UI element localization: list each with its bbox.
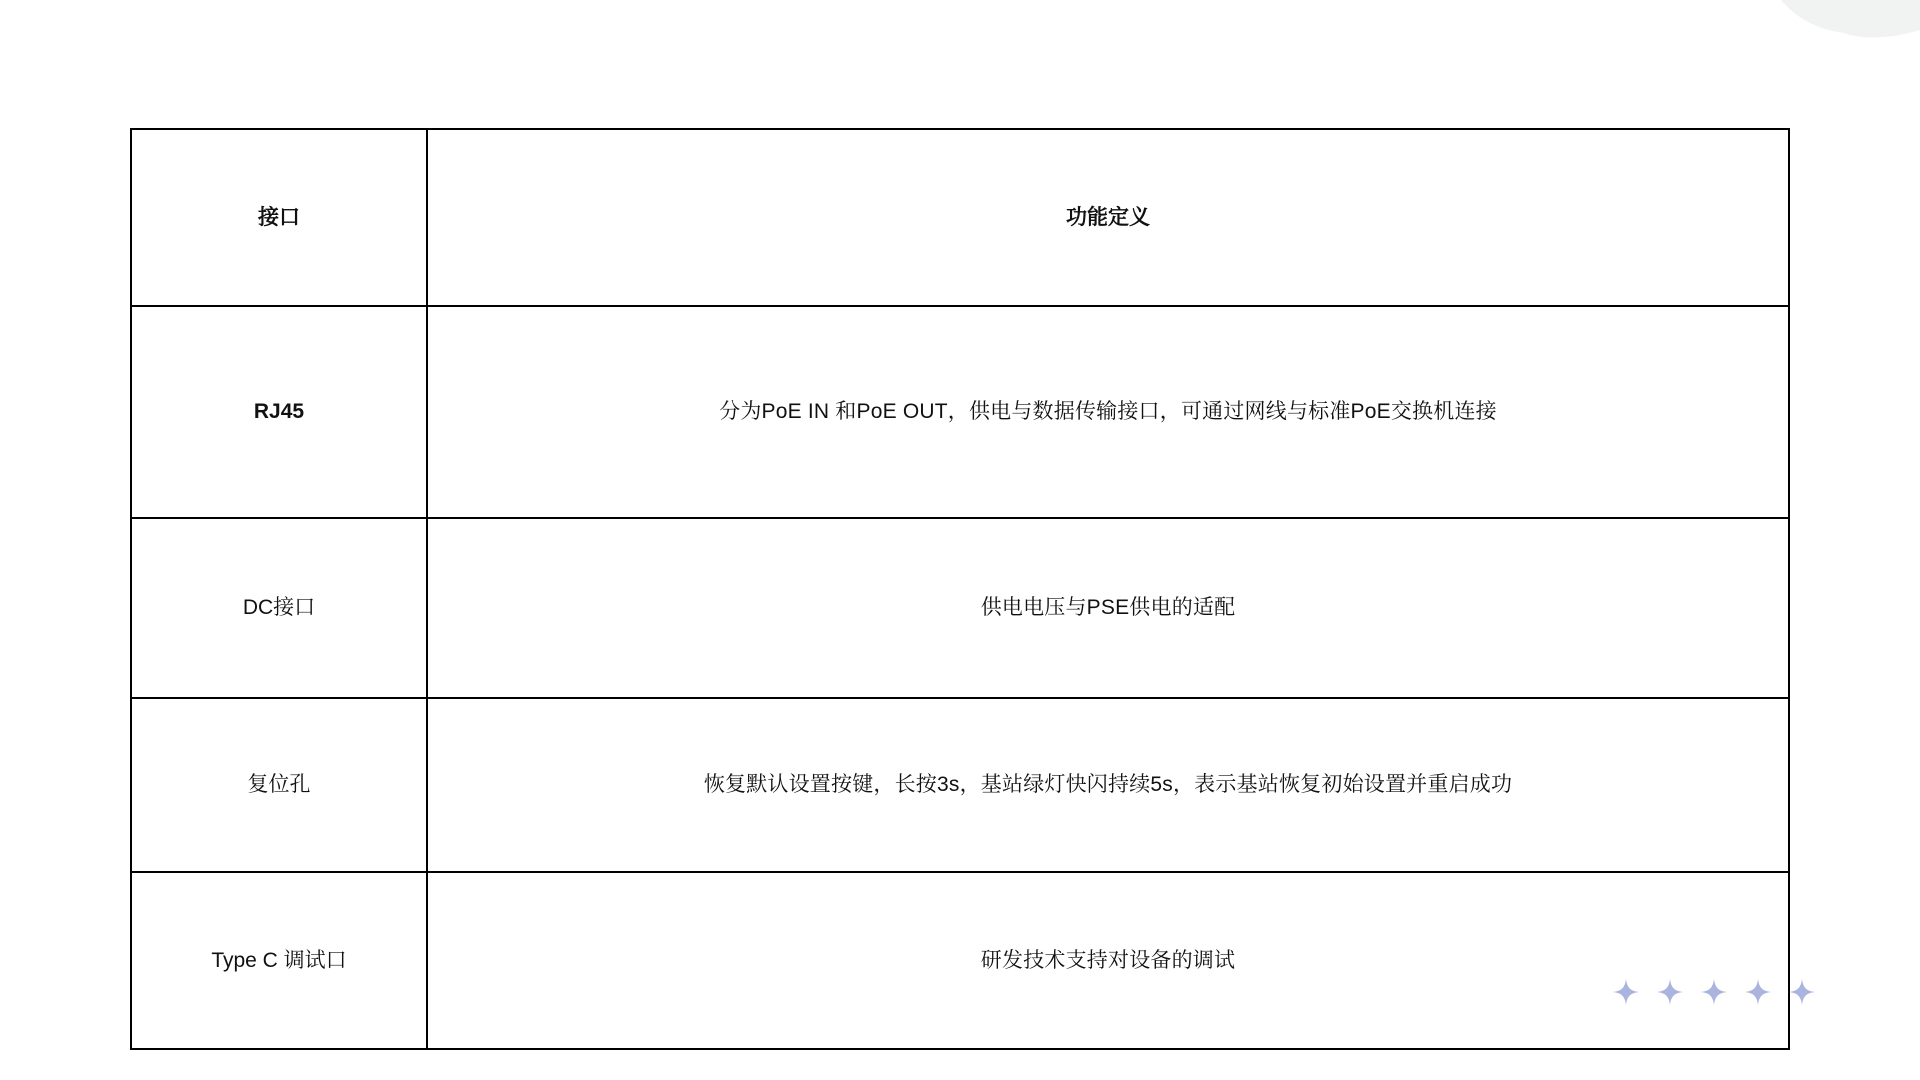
cell-interface-rj45: RJ45 (131, 306, 427, 518)
cell-definition-reset: 恢复默认设置按键，长按3s，基站绿灯快闪持续5s，表示基站恢复初始设置并重启成功 (427, 698, 1789, 872)
sparkle-icon (1789, 979, 1815, 1005)
table-row (131, 518, 1789, 698)
table-header-row (131, 129, 1789, 306)
cell-interface-typec: Type C 调试口 (131, 872, 427, 1049)
table-header (131, 129, 1789, 306)
cell-definition-rj45: 分为PoE IN 和PoE OUT，供电与数据传输接口，可通过网线与标准PoE交换机连接 (427, 306, 1789, 518)
interface-spec-table-container (130, 128, 1790, 1050)
cell-interface-reset: 复位孔 (131, 698, 427, 872)
table-body (131, 306, 1789, 1049)
table-row (131, 306, 1789, 518)
interface-spec-table (130, 128, 1790, 1050)
column-header-definition: 功能定义 (427, 129, 1789, 306)
cell-interface-dc: DC接口 (131, 518, 427, 698)
table-row (131, 698, 1789, 872)
cell-definition-typec: 研发技术支持对设备的调试 (427, 872, 1789, 1049)
cell-definition-dc: 供电电压与PSE供电的适配 (427, 518, 1789, 698)
column-header-interface: 接口 (131, 129, 427, 306)
table-row (131, 872, 1789, 1049)
